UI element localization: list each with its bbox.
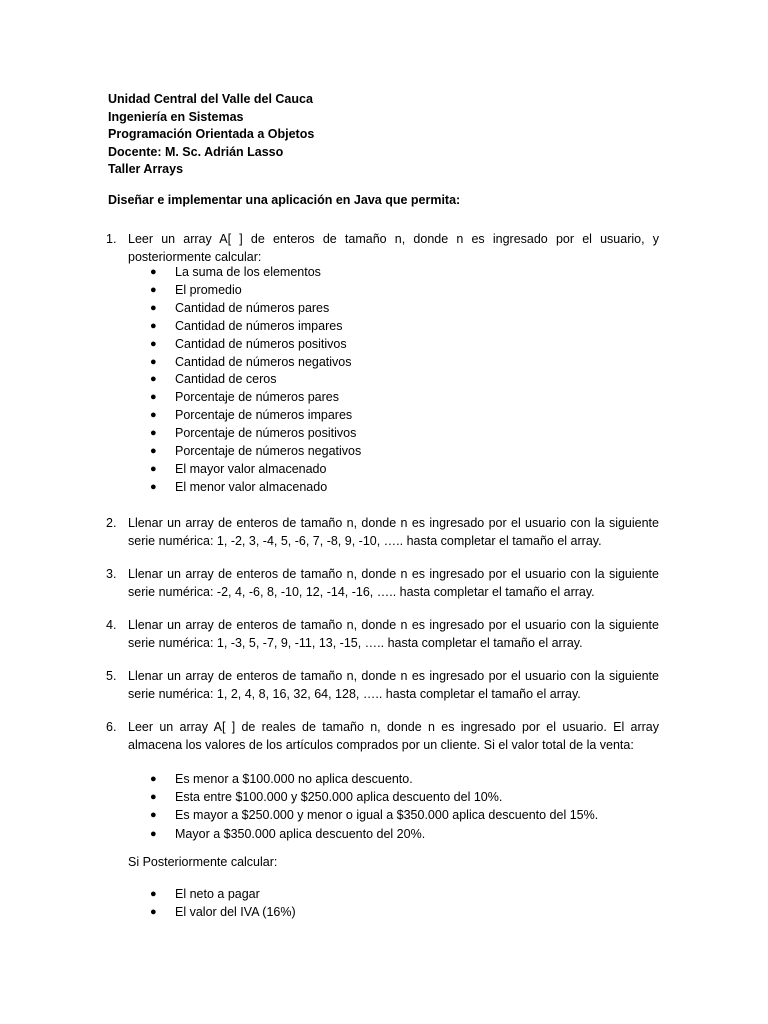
exercise-text: Llenar un array de enteros de tamaño n, donde n es ingresado por el usuario con la siguiente serie numérica: -2, 4, -6, 8, -10, 12, -14, -16, ….. hasta completar el tamaño el array.: [128, 567, 659, 599]
exercise-3: [106, 566, 659, 601]
exercise-number: 4.: [106, 618, 117, 632]
program-name: Ingeniería en Sistemas: [108, 109, 244, 124]
bullet-icon: ●: [150, 827, 157, 840]
list-item: ● El neto a pagar: [150, 885, 296, 903]
exercise-number: 2.: [106, 516, 117, 530]
document-header: [108, 91, 314, 179]
list-item: ● El menor valor almacenado: [150, 479, 361, 497]
course-name: Programación Orientada a Objetos: [108, 127, 315, 141]
exercise-text: Llenar un array de enteros de tamaño n, donde n es ingresado por el usuario con la siguiente serie numérica: 1, 2, 4, 8, 16, 32, 64, 128, ….. hasta completar el tamaño el array.: [128, 669, 659, 701]
list-item: ● Mayor a $350.000 aplica descuento del 20%.: [150, 825, 598, 843]
bullet-icon: ●: [150, 773, 157, 785]
list-item: ● Esta entre $100.000 y $250.000 aplica descuento del 10%.: [150, 788, 598, 806]
exercise-number: 5.: [106, 669, 117, 683]
bullet-icon: ●: [150, 301, 157, 314]
intro-statement: Diseñar e implementar una aplicación en Java que permita:: [108, 193, 461, 207]
exercise-text: Llenar un array de enteros de tamaño n, donde n es ingresado por el usuario con la siguiente serie numérica: 1, -3, 5, -7, 9, -11, 13, -15, ….. hasta completar el tamaño el array.: [128, 618, 659, 650]
bullet-icon: ●: [150, 319, 157, 332]
exercise-2: [106, 515, 659, 550]
exercise-6-subheading: Si Posteriormente calcular:: [128, 855, 278, 869]
list-item: ● El promedio: [150, 282, 361, 300]
exercise-4: [106, 617, 659, 652]
list-item: ● Porcentaje de números impares: [150, 407, 361, 425]
bullet-icon: ●: [150, 445, 157, 458]
bullet-icon: ●: [150, 355, 157, 368]
bullet-icon: ●: [150, 906, 157, 919]
exercise-6-discount-list: [150, 770, 598, 843]
assignment-title: Taller Arrays: [108, 162, 184, 176]
exercise-number: 1.: [106, 232, 117, 246]
university-name: Unidad Central del Valle del Cauca: [108, 92, 313, 106]
bullet-icon: ●: [150, 391, 157, 404]
list-item: ● Cantidad de números negativos: [150, 354, 361, 372]
exercise-text: Llenar un array de enteros de tamaño n, donde n es ingresado por el usuario con la siguiente serie numérica: 1, -2, 3, -4, 5, -6, 7, -8, 9, -10, ….. hasta completar el tamaño el array.: [128, 516, 659, 548]
bullet-icon: ●: [150, 266, 157, 278]
list-item: ● El valor del IVA (16%): [150, 903, 296, 921]
list-item: ● Porcentaje de números negativos: [150, 443, 361, 461]
exercise-6-calc-list: [150, 885, 296, 921]
bullet-icon: ●: [150, 480, 157, 493]
exercise-text: Leer un array A[ ] de enteros de tamaño n, donde n es ingresado por el usuario, y posteriormente calcular:: [128, 232, 659, 264]
exercise-number: 3.: [106, 567, 117, 581]
exercise-1: [106, 231, 659, 266]
list-item: ● Cantidad de números pares: [150, 300, 361, 318]
exercise-6: [106, 719, 659, 754]
list-item: ● La suma de los elementos: [150, 264, 361, 282]
bullet-icon: ●: [150, 809, 157, 822]
list-item: ● Porcentaje de números positivos: [150, 425, 361, 443]
bullet-icon: ●: [150, 888, 157, 900]
bullet-icon: ●: [150, 283, 157, 296]
bullet-icon: ●: [150, 409, 157, 422]
bullet-icon: ●: [150, 337, 157, 350]
exercise-text: Leer un array A[ ] de reales de tamaño n, donde n es ingresado por el usuario. El array almacena los valores de los artículos comprados por un cliente. Si el valor total de la venta:: [128, 720, 659, 752]
list-item: ● El mayor valor almacenado: [150, 461, 361, 479]
teacher-name: Docente: M. Sc. Adrián Lasso: [108, 144, 284, 159]
bullet-icon: ●: [150, 791, 157, 804]
list-item: ● Es mayor a $250.000 y menor o igual a $350.000 aplica descuento del 15%.: [150, 806, 598, 824]
bullet-icon: ●: [150, 462, 157, 475]
list-item: ● Cantidad de ceros: [150, 371, 361, 389]
exercise-1-bullet-list: [150, 264, 361, 497]
bullet-icon: ●: [150, 427, 157, 440]
exercise-number: 6.: [106, 720, 117, 734]
list-item: ● Es menor a $100.000 no aplica descuento.: [150, 770, 598, 788]
list-item: ● Cantidad de números impares: [150, 318, 361, 336]
bullet-icon: ●: [150, 373, 157, 386]
list-item: ● Porcentaje de números pares: [150, 389, 361, 407]
list-item: ● Cantidad de números positivos: [150, 336, 361, 354]
exercise-5: [106, 668, 659, 703]
